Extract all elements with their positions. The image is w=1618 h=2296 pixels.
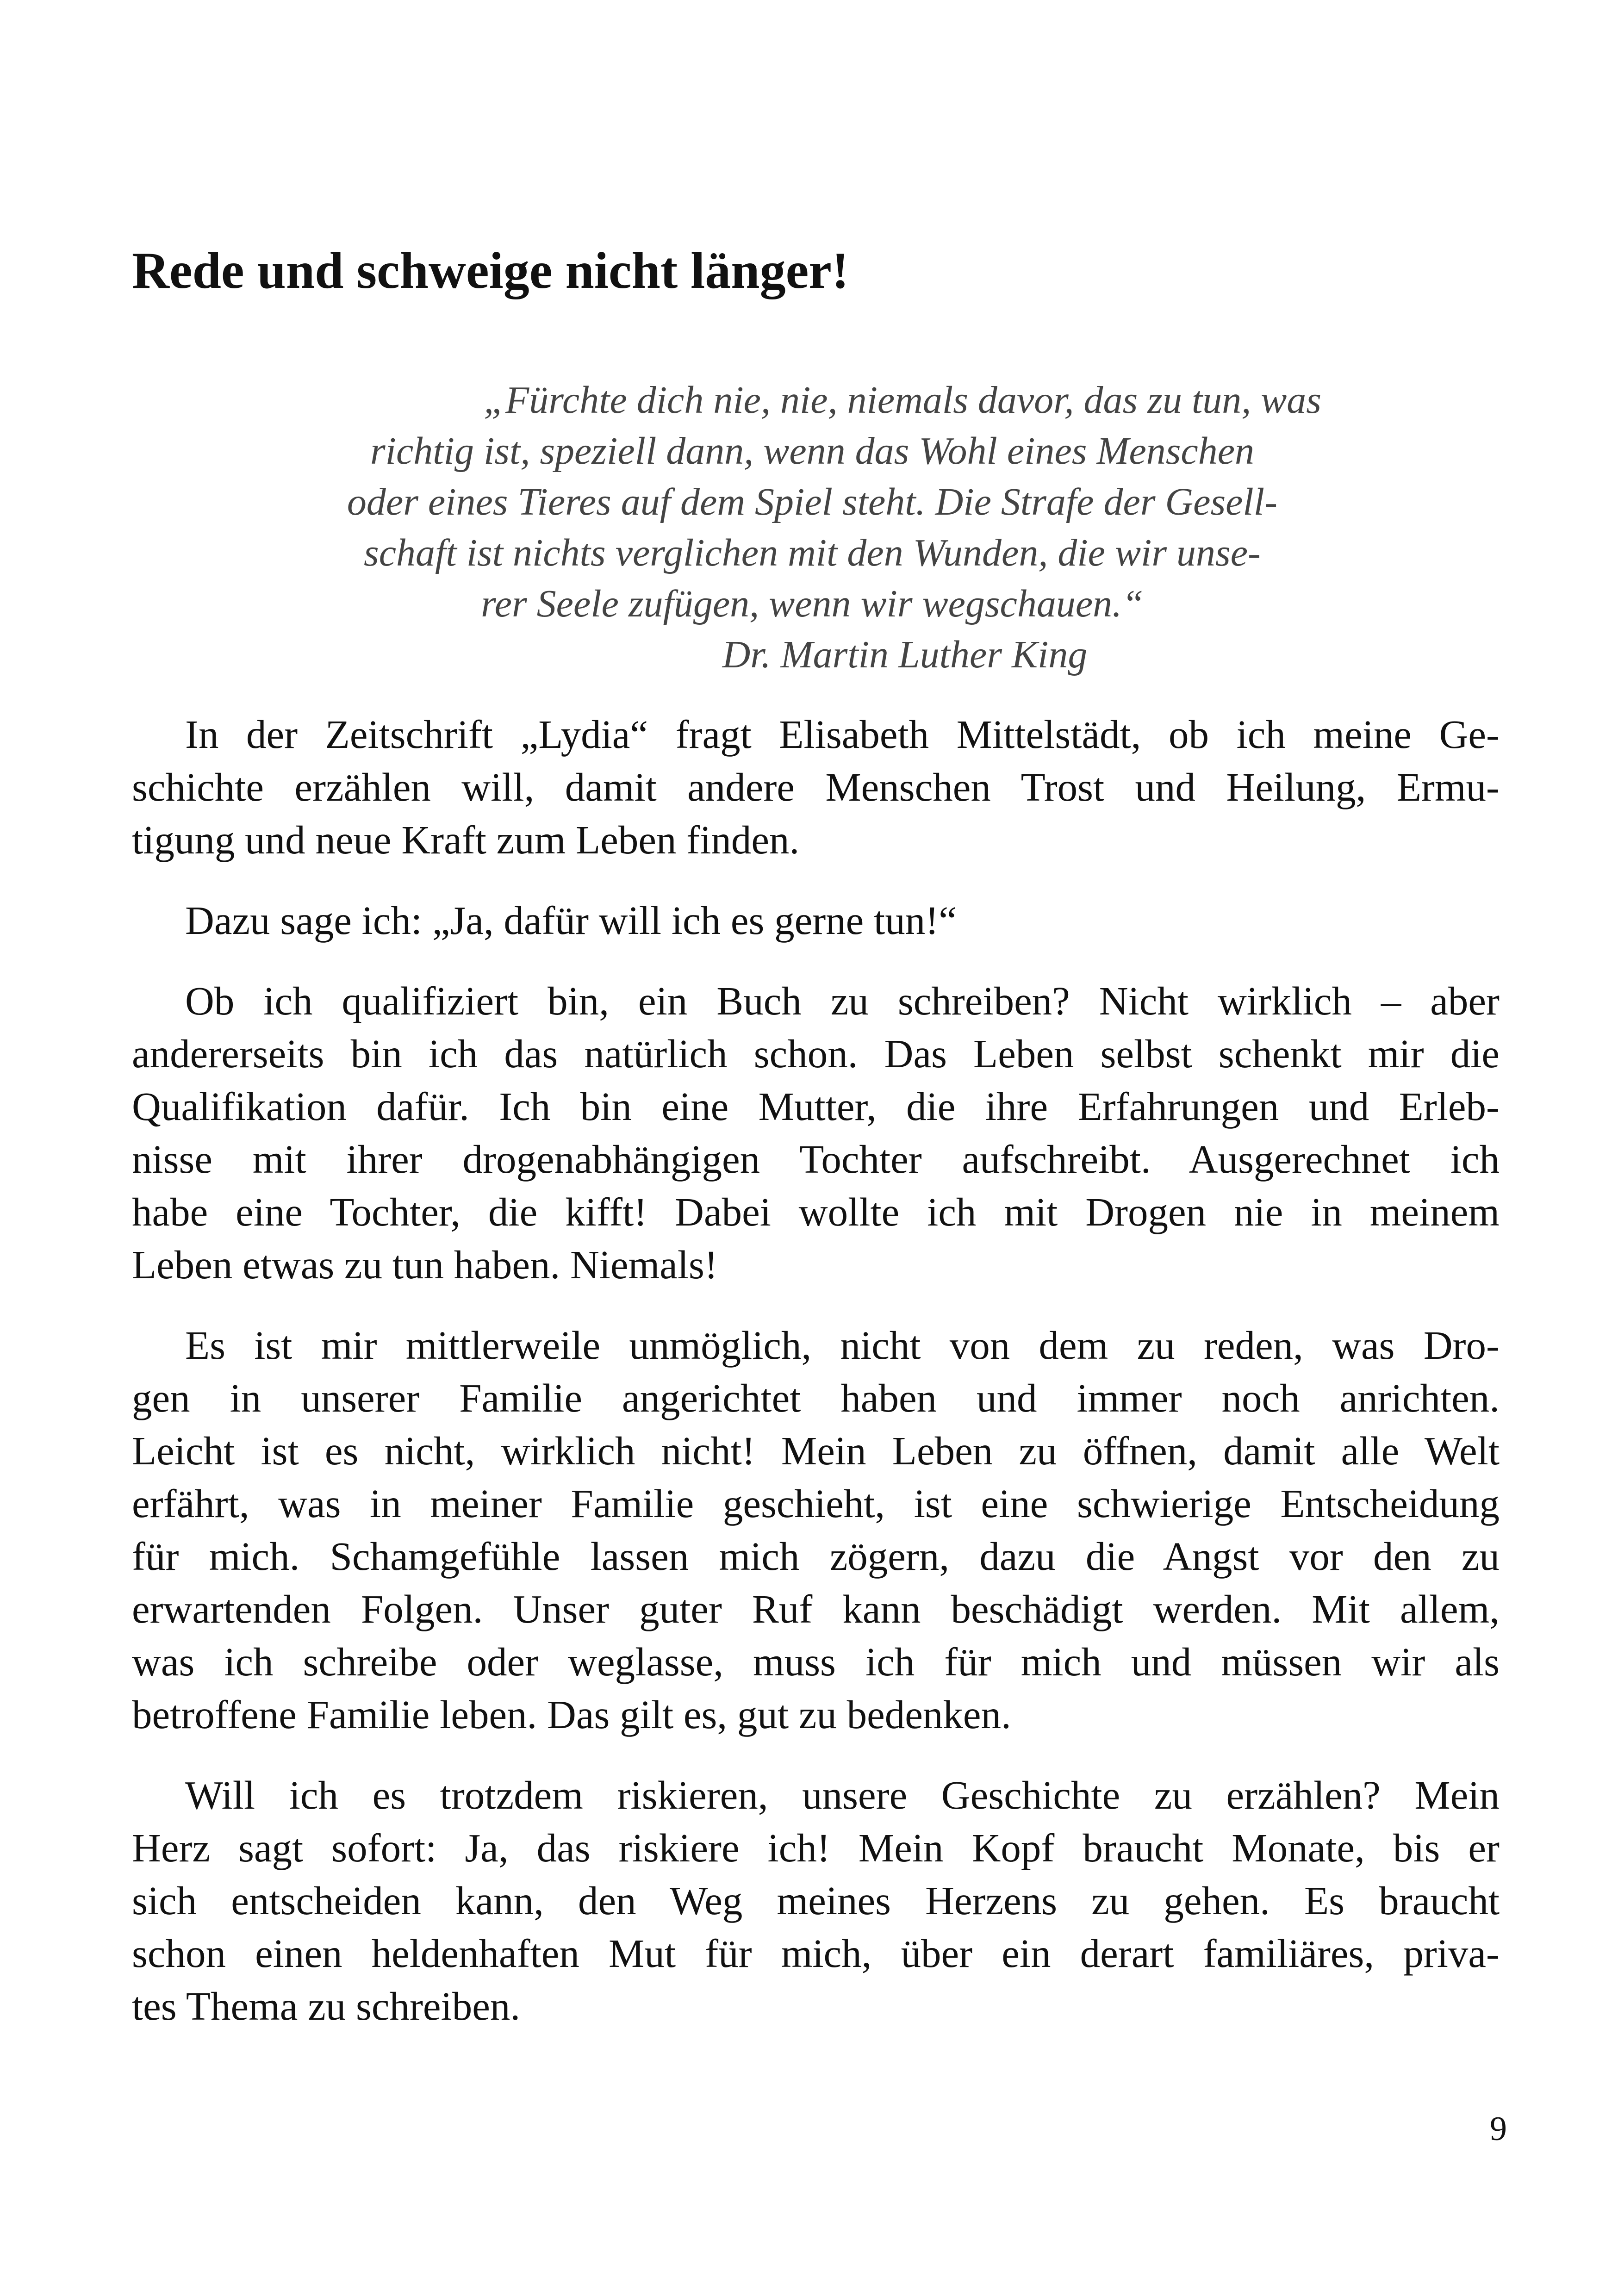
text-line: Leicht ist es nicht, wirklich nicht! Mein Leben zu öffnen, damit alle Welt bbox=[132, 1428, 1500, 1473]
text-line: Ob ich qualifiziert bin, ein Buch zu schreiben? Nicht wirklich – aber bbox=[185, 978, 1500, 1023]
epigraph-quote bbox=[303, 375, 1321, 680]
epigraph-line: schaft ist nichts verglichen mit den Wunden, die wir unse- bbox=[364, 531, 1261, 574]
text-line: schon einen heldenhaften Mut für mich, über ein derart familiäres, priva- bbox=[132, 1931, 1500, 1976]
text-line: Es ist mir mittlerweile unmöglich, nicht von dem zu reden, was Dro- bbox=[185, 1323, 1500, 1368]
page-number: 9 bbox=[1490, 2110, 1507, 2148]
epigraph-line: richtig ist, speziell dann, wenn das Wohl eines Menschen bbox=[370, 429, 1254, 473]
text-line: In der Zeitschrift „Lydia“ fragt Elisabeth Mittelstädt, ob ich meine Ge- bbox=[185, 712, 1500, 757]
text-line: erfährt, was in meiner Familie geschieht, ist eine schwierige Entscheidung bbox=[132, 1481, 1500, 1526]
body-text bbox=[132, 708, 1500, 2060]
epigraph-author: Dr. Martin Luther King bbox=[722, 633, 1088, 676]
epigraph-line: oder eines Tieres auf dem Spiel steht. Die Strafe der Gesell- bbox=[347, 480, 1278, 523]
epigraph-line: „Fürchte dich nie, nie, niemals davor, das zu tun, was bbox=[484, 379, 1321, 422]
text-line: andererseits bin ich das natürlich schon. Das Leben selbst schenkt mir die bbox=[132, 1031, 1500, 1076]
text-line: gen in unserer Familie angerichtet haben und immer noch anrichten. bbox=[132, 1375, 1500, 1420]
paragraph bbox=[132, 975, 1500, 1291]
text-line: Dazu sage ich: „Ja, dafür will ich es gerne tun!“ bbox=[185, 898, 957, 943]
text-line: schichte erzählen will, damit andere Menschen Trost und Heilung, Ermu- bbox=[132, 765, 1500, 809]
paragraph bbox=[132, 1769, 1500, 2033]
paragraph bbox=[132, 894, 1500, 947]
text-line: Qualifikation dafür. Ich bin eine Mutter, die ihre Erfahrungen und Erleb- bbox=[132, 1084, 1500, 1129]
chapter-title: Rede und schweige nicht länger! bbox=[132, 242, 849, 299]
text-line: für mich. Schamgefühle lassen mich zögern, dazu die Angst vor den zu bbox=[132, 1534, 1500, 1579]
text-line: Will ich es trotzdem riskieren, unsere Geschichte zu erzählen? Mein bbox=[185, 1773, 1500, 1817]
text-line: Herz sagt sofort: Ja, das riskiere ich! Mein Kopf braucht Monate, bis er bbox=[132, 1825, 1500, 1870]
text-line: erwartenden Folgen. Unser guter Ruf kann beschädigt werden. Mit allem, bbox=[132, 1587, 1500, 1631]
text-line: Leben etwas zu tun haben. Niemals! bbox=[132, 1242, 718, 1287]
text-line: tigung und neue Kraft zum Leben finden. bbox=[132, 817, 800, 862]
text-line: betroffene Familie leben. Das gilt es, gut zu bedenken. bbox=[132, 1692, 1011, 1737]
paragraph bbox=[132, 708, 1500, 866]
text-line: was ich schreibe oder weglasse, muss ich für mich und müssen wir als bbox=[132, 1639, 1500, 1684]
text-line: sich entscheiden kann, den Weg meines Herzens zu gehen. Es braucht bbox=[132, 1878, 1500, 1923]
text-line: habe eine Tochter, die kifft! Dabei wollte ich mit Drogen nie in meinem bbox=[132, 1189, 1500, 1234]
paragraph bbox=[132, 1319, 1500, 1741]
text-line: tes Thema zu schreiben. bbox=[132, 1984, 521, 2028]
text-line: nisse mit ihrer drogenabhängigen Tochter aufschreibt. Ausgerechnet ich bbox=[132, 1137, 1500, 1182]
epigraph-line: rer Seele zufügen, wenn wir wegschauen.“ bbox=[481, 582, 1144, 625]
